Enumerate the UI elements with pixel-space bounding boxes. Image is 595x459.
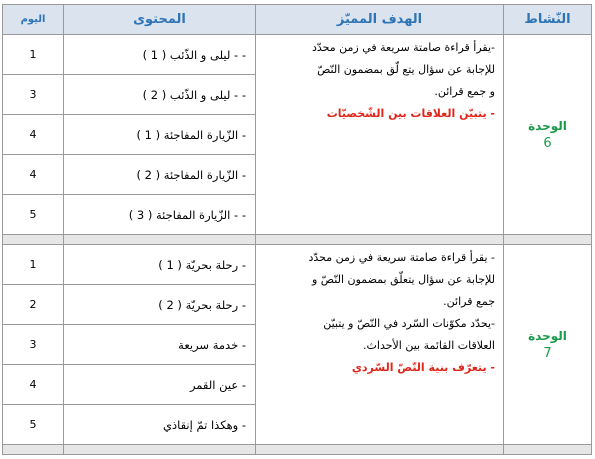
separator-row — [3, 445, 592, 455]
goal-line: للإجابة عن سؤال يتع لّق بمضمون النّصّ — [317, 63, 495, 76]
day-cell: 4 — [3, 155, 64, 195]
separator-row — [3, 235, 592, 245]
planning-table — [2, 4, 592, 455]
goal-line: - يقرأ قراءة صامتة سريعة في زمن محدّد — [308, 251, 495, 264]
separator-cell — [256, 445, 504, 455]
table-row — [3, 35, 592, 75]
unit-label: الوحدة — [528, 118, 567, 133]
day-cell: 5 — [3, 405, 64, 445]
goal-cell — [256, 35, 504, 235]
header-day: اليوم — [3, 5, 64, 35]
separator-cell — [3, 445, 64, 455]
content-cell: - - ليلى و الذّئب ( 1 ) — [64, 35, 256, 75]
content-cell: - رحلة بحريّة ( 2 ) — [64, 285, 256, 325]
goal-emphasis: - يتعرّف بنية النّصّ السّردي — [351, 361, 495, 374]
goal-emphasis: - يتبيّن العلاقات بين الشّخصيّات — [326, 107, 495, 120]
activity-cell — [504, 35, 592, 235]
separator-cell — [504, 235, 592, 245]
content-cell: - الزّيارة المفاجئة ( 2 ) — [64, 155, 256, 195]
content-cell: - رحلة بحريّة ( 1 ) — [64, 245, 256, 285]
separator-cell — [64, 445, 256, 455]
header-row — [3, 5, 592, 35]
goal-line: و جمع قرائن. — [434, 85, 495, 98]
content-cell: - عين القمر — [64, 365, 256, 405]
day-cell: 4 — [3, 365, 64, 405]
day-cell: 4 — [3, 115, 64, 155]
goal-cell — [256, 245, 504, 445]
day-cell: 3 — [3, 325, 64, 365]
content-cell: - - الزّيارة المفاجئة ( 3 ) — [64, 195, 256, 235]
content-cell: - - ليلى و الذّئب ( 2 ) — [64, 75, 256, 115]
separator-cell — [504, 445, 592, 455]
separator-cell — [3, 235, 64, 245]
goal-line: -يقرأ قراءة صامتة سريعة في زمن محدّد — [311, 41, 495, 54]
day-cell: 5 — [3, 195, 64, 235]
unit-number: 6 — [543, 135, 552, 151]
header-content: المحتوى — [64, 5, 256, 35]
goal-line: جمع قرائن. — [443, 295, 495, 308]
content-cell: - وهكذا تمّ إنقاذي — [64, 405, 256, 445]
unit-number: 7 — [543, 345, 552, 361]
header-activity: النّشاط — [504, 5, 592, 35]
day-cell: 3 — [3, 75, 64, 115]
day-cell: 1 — [3, 245, 64, 285]
day-cell: 1 — [3, 35, 64, 75]
header-goal: الهدف المميّز — [256, 5, 504, 35]
content-cell: - خدمة سريعة — [64, 325, 256, 365]
goal-line: للإجابة عن سؤال يتعلّق بمضمون النّصّ و — [312, 273, 495, 286]
planning-table-wrapper — [2, 4, 591, 452]
separator-cell — [256, 235, 504, 245]
unit-label: الوحدة — [528, 328, 567, 343]
day-cell: 2 — [3, 285, 64, 325]
goal-line: -يحدّد مكوّنات السّرد في النّصّ و يتبيّن — [323, 317, 495, 330]
separator-cell — [64, 235, 256, 245]
activity-cell — [504, 245, 592, 445]
content-cell: - الزّيارة المفاجئة ( 1 ) — [64, 115, 256, 155]
table-row — [3, 245, 592, 285]
goal-line: العلاقات القائمة بين الأحداث. — [363, 339, 495, 352]
